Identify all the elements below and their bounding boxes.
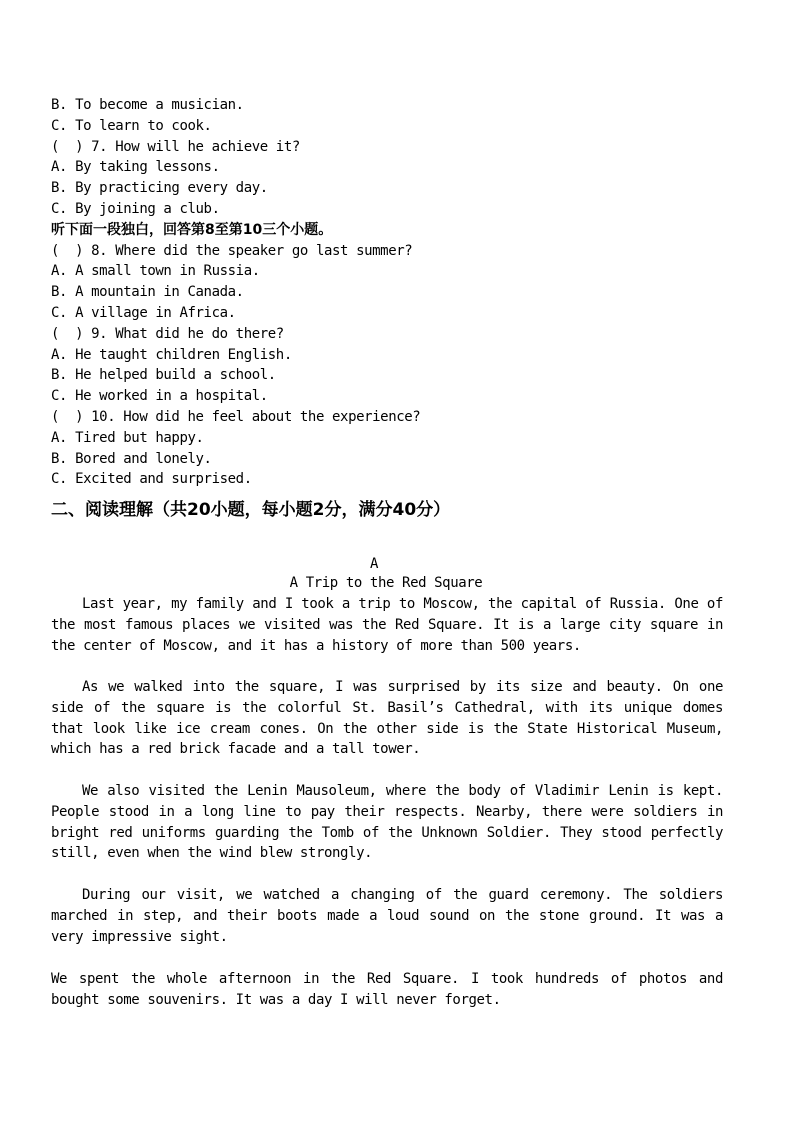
q8-question: ( ) 8. Where did the speaker go last summer? xyxy=(51,243,413,259)
q10-question: ( ) 10. How did he feel about the experience? xyxy=(51,409,421,425)
q8-option-c: C. A village in Africa. xyxy=(51,305,236,321)
q7-question: ( ) 7. How will he achieve it? xyxy=(51,139,300,155)
q7-option-b: B. By practicing every day. xyxy=(51,180,268,196)
q7-option-c: C. By joining a club. xyxy=(51,201,220,217)
passage-paragraph-1: Last year, my family and I took a trip to Moscow, the capital of Russia. One of the most famous places we visited was the Red Square. It is a large city square in the center of Moscow, and it has a history of more than 500 years. xyxy=(51,596,723,654)
passage-paragraph-5: We spent the whole afternoon in the Red Square. I took hundreds of photos and bought some souvenirs. It was a day I will never forget. xyxy=(51,971,723,1008)
reading-section-title: 二、阅读理解（共20小题，每小题2分，满分40分） xyxy=(51,500,451,520)
q7-option-a: A. By taking lessons. xyxy=(51,159,220,175)
q6-option-c: C. To learn to cook. xyxy=(51,118,212,134)
q8-option-a: A. A small town in Russia. xyxy=(51,263,260,279)
q9-option-b: B. He helped build a school. xyxy=(51,367,276,383)
q9-option-a: A. He taught children English. xyxy=(51,347,292,363)
passage-paragraph-4: During our visit, we watched a changing of the guard ceremony. The soldiers marched in step, and their boots made a loud sound on the stone ground. It was a very impressive sight. xyxy=(51,887,723,945)
passage-title: A Trip to the Red Square xyxy=(289,575,483,591)
passage-paragraph-2: As we walked into the square, I was surprised by its size and beauty. On one side of the square is the colorful St. Basil’s Cathedral, with its unique domes that look like ice cream cones. On the other side is the State Historical Museum, which has a red brick facade and a tall tower. xyxy=(51,679,723,758)
q8-option-b: B. A mountain in Canada. xyxy=(51,284,244,300)
passage-paragraph-3: We also visited the Lenin Mausoleum, where the body of Vladimir Lenin is kept. People stood in a long line to pay their respects. Nearby, there were soldiers in bright red uniforms guarding the Tomb of the Unknown Soldier. They stood perfectly still, even when the wind blew strongly. xyxy=(51,783,723,862)
q9-question: ( ) 9. What did he do there? xyxy=(51,326,284,342)
q10-option-c: C. Excited and surprised. xyxy=(51,471,252,487)
q9-option-c: C. He worked in a hospital. xyxy=(51,388,268,404)
q10-option-a: A. Tired but happy. xyxy=(51,430,204,446)
passage-label: A xyxy=(369,556,379,572)
q10-option-b: B. Bored and lonely. xyxy=(51,451,212,467)
monologue-instruction: 听下面一段独白，回答第8至第10三个小题。 xyxy=(51,222,333,238)
q6-option-b: B. To become a musician. xyxy=(51,97,244,113)
